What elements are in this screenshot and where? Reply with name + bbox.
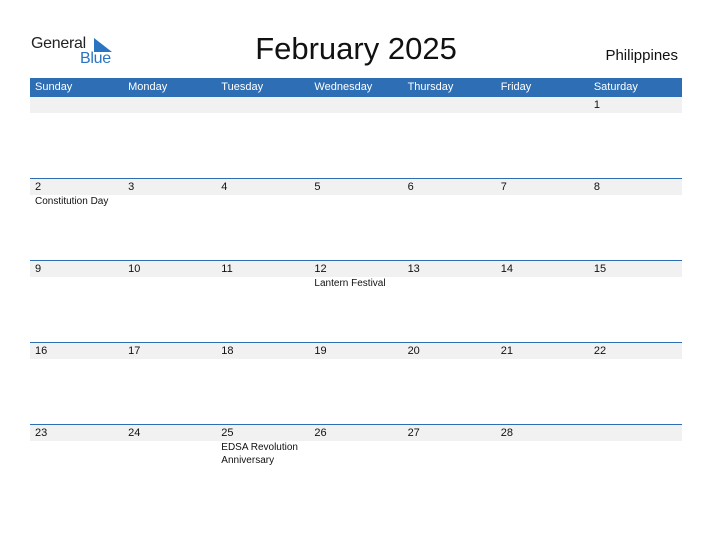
day-cell xyxy=(309,179,402,260)
day-number: 18 xyxy=(221,345,234,357)
day-cell xyxy=(216,97,309,178)
day-cell xyxy=(30,425,123,506)
day-cell xyxy=(309,343,402,424)
day-cell xyxy=(216,343,309,424)
holiday-label: Lantern Festival xyxy=(314,278,386,289)
calendar-weeks xyxy=(30,97,682,506)
weekday-friday: Friday xyxy=(500,81,532,93)
day-number: 23 xyxy=(35,427,48,439)
day-number xyxy=(128,97,216,113)
weekday-wednesday: Wednesday xyxy=(314,81,373,93)
day-number: 9 xyxy=(35,263,42,275)
day-number: 17 xyxy=(128,345,141,357)
week-grid xyxy=(30,261,682,342)
day-cell xyxy=(589,343,682,424)
day-number xyxy=(501,97,589,113)
day-cell xyxy=(216,179,309,260)
weekday-tuesday: Tuesday xyxy=(221,81,264,93)
day-cell xyxy=(496,343,589,424)
weekday-header xyxy=(30,78,682,97)
day-number: 16 xyxy=(35,345,48,357)
day-number: 22 xyxy=(593,345,607,357)
week-grid xyxy=(30,97,682,178)
weekday-thursday: Thursday xyxy=(407,81,454,93)
weekday-monday: Monday xyxy=(128,81,168,93)
week-row xyxy=(30,424,682,506)
day-number: 4 xyxy=(221,181,228,193)
week-grid xyxy=(30,179,682,260)
week-grid xyxy=(30,343,682,424)
day-cell xyxy=(123,261,216,342)
day-cell xyxy=(403,179,496,260)
day-cell xyxy=(123,425,216,506)
day-number: 25 xyxy=(221,427,234,439)
day-number: 27 xyxy=(407,427,420,439)
day-number: 2 xyxy=(35,181,42,193)
day-cell xyxy=(403,261,496,342)
day-number: 20 xyxy=(407,345,420,357)
day-number xyxy=(221,97,309,113)
day-cell xyxy=(496,179,589,260)
day-number: 6 xyxy=(407,181,414,193)
day-cell xyxy=(30,343,123,424)
day-number: 1 xyxy=(593,99,600,111)
day-number: 8 xyxy=(593,181,600,193)
day-number: 10 xyxy=(128,263,141,275)
day-number xyxy=(35,97,123,113)
day-number: 11 xyxy=(221,263,233,275)
page-title: February 2025 xyxy=(255,31,457,66)
day-number: 28 xyxy=(500,427,513,439)
holiday-label: Constitution Day xyxy=(35,196,109,207)
day-number: 26 xyxy=(314,427,327,439)
day-cell xyxy=(309,261,402,342)
day-cell xyxy=(30,97,123,178)
day-cell xyxy=(496,261,589,342)
day-number: 5 xyxy=(314,181,321,193)
logo-general-text: General xyxy=(31,35,86,52)
week-row xyxy=(30,178,682,260)
day-number: 3 xyxy=(128,181,135,193)
day-cell xyxy=(589,97,682,178)
week-row xyxy=(30,260,682,342)
day-number: 21 xyxy=(500,345,513,357)
day-cell xyxy=(496,425,589,506)
day-number xyxy=(594,425,682,441)
day-cell xyxy=(123,179,216,260)
week-row xyxy=(30,97,682,178)
day-cell xyxy=(309,97,402,178)
day-cell xyxy=(216,261,309,342)
day-cell xyxy=(403,97,496,178)
day-number: 24 xyxy=(128,427,141,439)
day-number: 12 xyxy=(314,263,327,275)
country-label: Philippines xyxy=(605,47,678,64)
day-number xyxy=(314,97,402,113)
day-number: 15 xyxy=(593,263,607,275)
calendar xyxy=(30,78,682,506)
day-number xyxy=(408,97,496,113)
day-number: 13 xyxy=(407,263,420,275)
day-cell xyxy=(123,97,216,178)
day-cell xyxy=(309,425,402,506)
day-cell xyxy=(30,179,123,260)
day-cell xyxy=(123,343,216,424)
day-number: 14 xyxy=(500,263,513,275)
week-row xyxy=(30,342,682,424)
weekday-saturday: Saturday xyxy=(593,81,638,93)
logo-blue-text: Blue xyxy=(80,50,111,67)
day-cell xyxy=(589,261,682,342)
day-cell xyxy=(30,261,123,342)
weekday-sunday: Sunday xyxy=(35,81,73,93)
day-number: 19 xyxy=(314,345,327,357)
day-cell xyxy=(496,97,589,178)
holiday-label: EDSA Revolution Anniversary xyxy=(221,442,298,466)
day-cell xyxy=(589,425,682,506)
day-cell xyxy=(216,425,309,506)
day-number: 7 xyxy=(500,181,507,193)
day-cell xyxy=(403,343,496,424)
day-cell xyxy=(403,425,496,506)
week-grid xyxy=(30,425,682,506)
day-cell xyxy=(589,179,682,260)
